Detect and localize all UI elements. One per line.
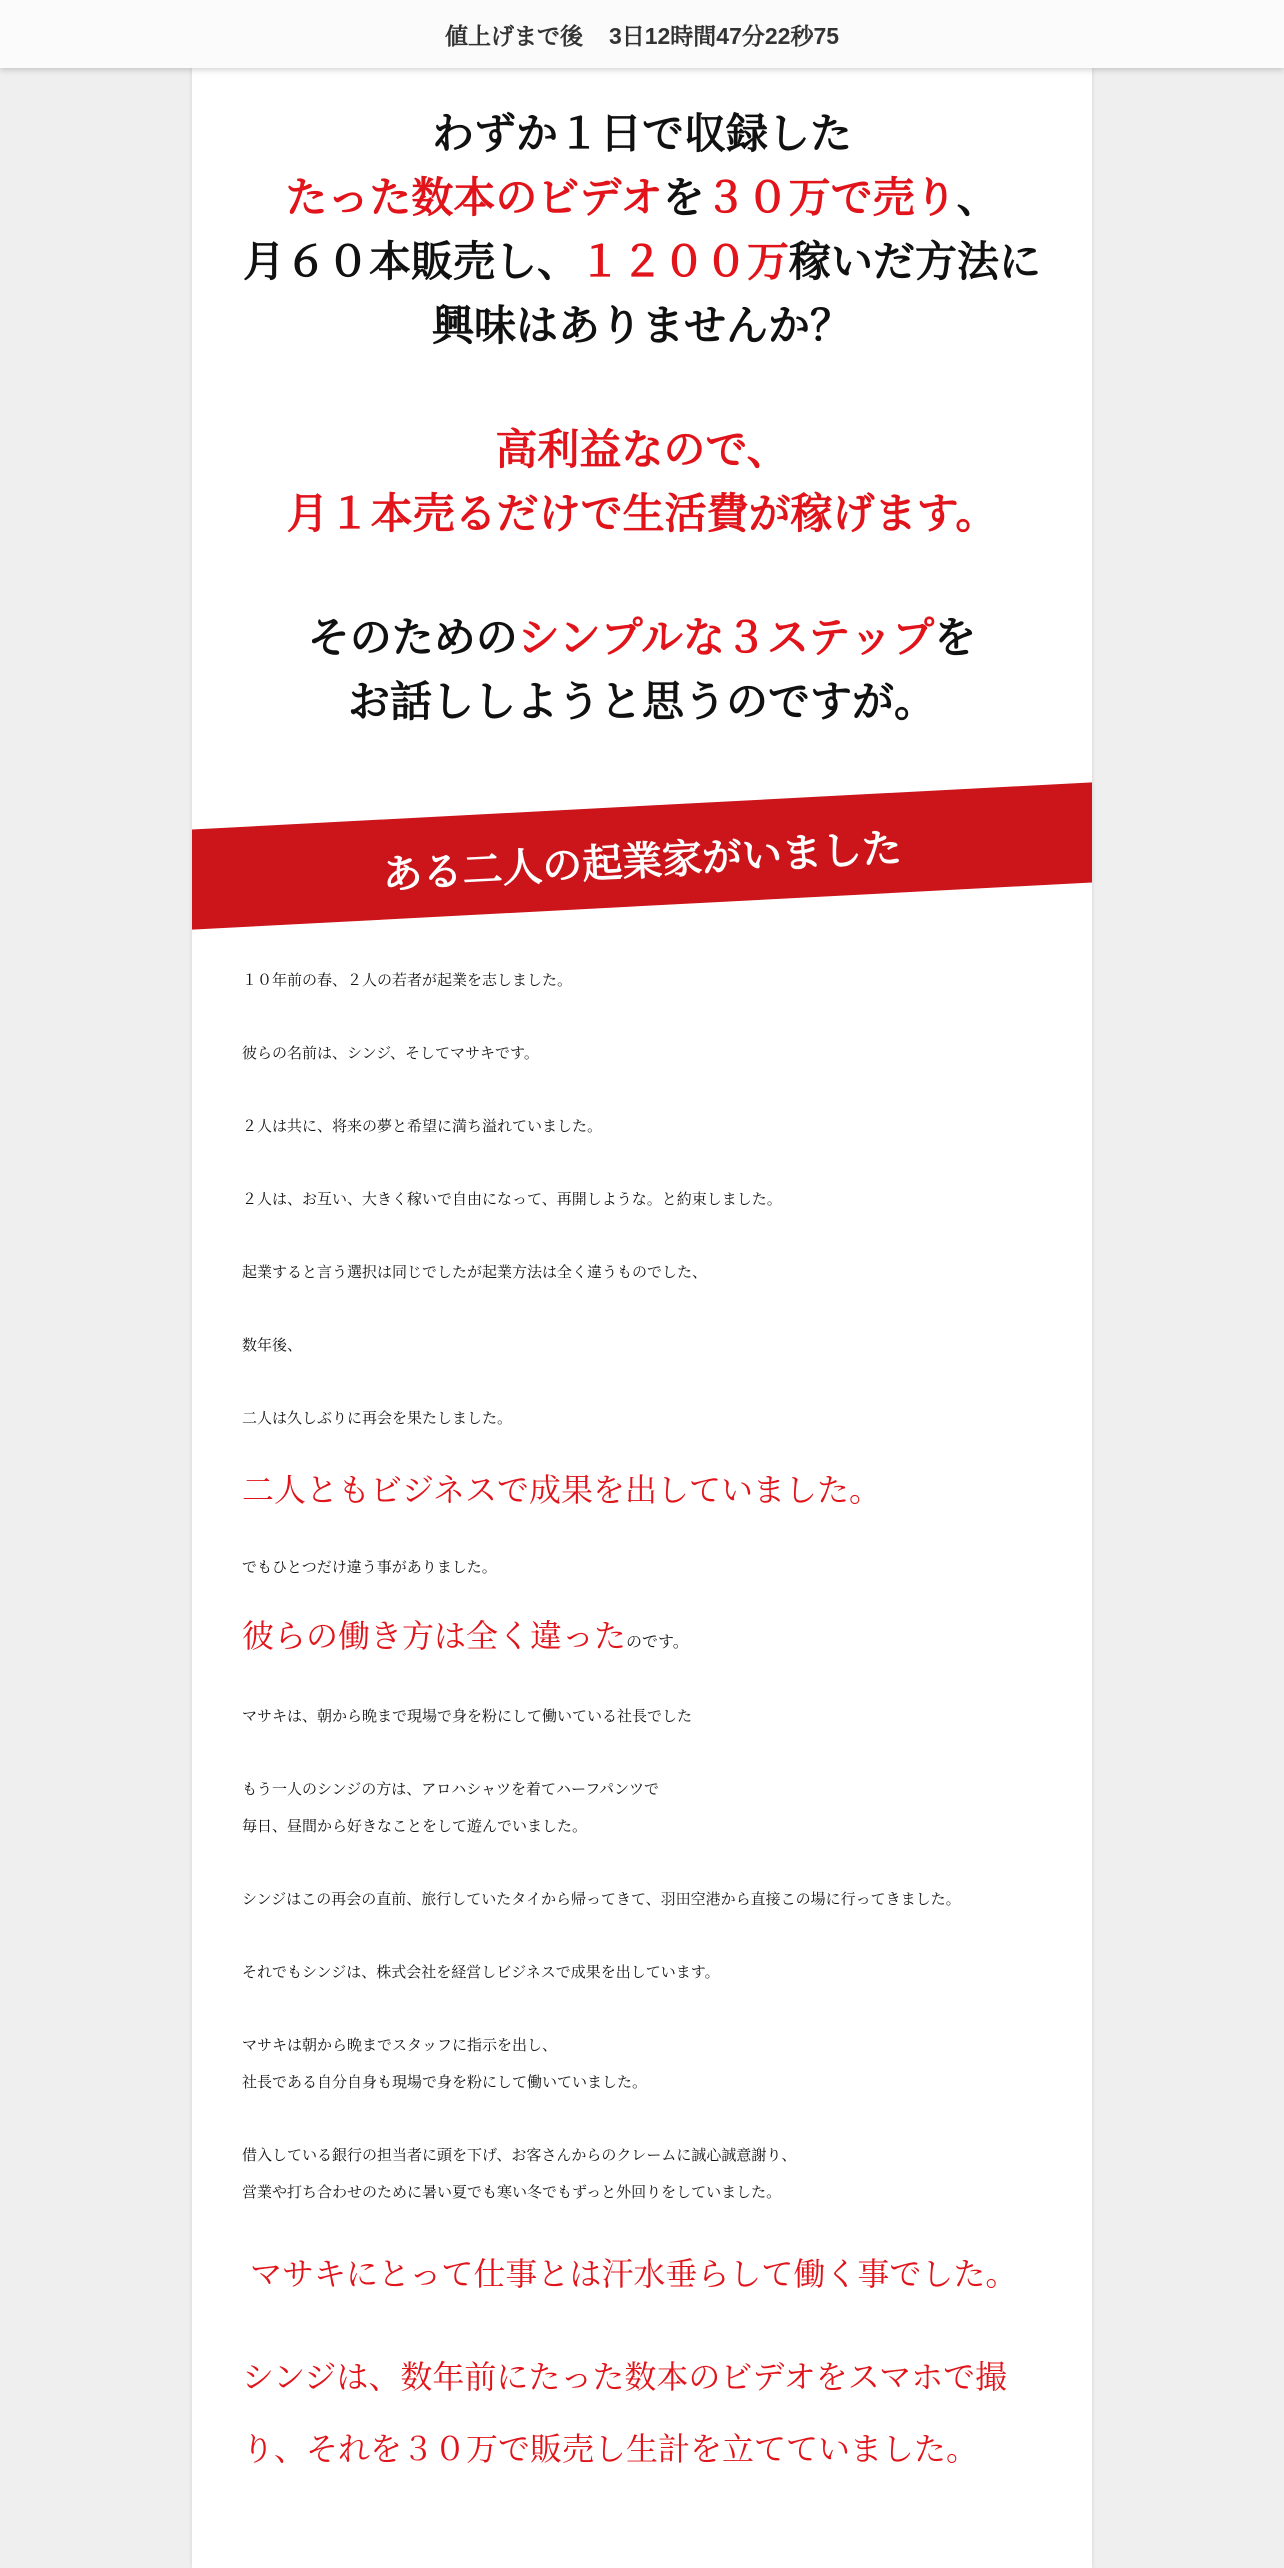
countdown-timer: 3日12時間47分22秒75 <box>608 22 840 49</box>
sales-page <box>192 68 1092 2568</box>
section-banner <box>192 786 1092 926</box>
hero-steps-block <box>192 606 1092 734</box>
story-paragraph: １０年前の春、２人の若者が起業を志しました。 <box>242 971 573 989</box>
story-paragraph: 借入している銀行の担当者に頭を下げ、お客さんからのクレームに誠心誠意謝り、 <box>242 2146 797 2164</box>
story-highlight: シンジは、数年前にたった数本のビデオをスマホで撮 <box>242 2358 1008 2396</box>
story-body <box>192 962 1092 2485</box>
hero-line-3: 月６０本販売し、１２００万稼いだ方法に <box>242 237 1042 286</box>
story-paragraph: 数年後、 <box>242 1336 303 1354</box>
hero-profit-line-1: 高利益なので、 <box>495 425 789 474</box>
story-paragraph: でもひとつだけ違う事がありました。 <box>242 1558 497 1576</box>
hero-line-1: わずか１日で収録した <box>431 109 852 158</box>
hero-profit-line-2: 月１本売るだけで生活費が稼げます。 <box>286 489 998 538</box>
banner-title: ある二人の起業家がいました <box>381 825 904 899</box>
hero-line-2: たった数本のビデオを３０万で売り、 <box>285 173 999 222</box>
story-paragraph: 営業や打ち合わせのために暑い夏でも寒い冬でもずっと外回りをしていました。 <box>242 2183 782 2201</box>
hero-steps-line-1: そのためのシンプルな３ステップを <box>307 613 977 662</box>
hero-line-4: 興味はありませんか？ <box>431 301 852 350</box>
story-highlight: マサキにとって仕事とは汗水垂らして働く事でした。 <box>250 2255 1018 2293</box>
hero-headline <box>192 102 1092 734</box>
story-paragraph: 毎日、昼間から好きなことをして遊んでいました。 <box>242 1817 588 1835</box>
story-highlight: り、それを３０万で販売し生計を立てていました。 <box>242 2430 979 2468</box>
story-paragraph: もう一人のシンジの方は、アロハシャツを着てハーフパンツで <box>242 1780 660 1798</box>
story-paragraph: マサキは朝から晩までスタッフに指示を出し、 <box>242 2036 558 2054</box>
hero-highlight-videos: たった数本のビデオ <box>285 173 663 222</box>
story-paragraph: 彼らの名前は、シンジ、そしてマサキです。 <box>242 1044 539 1062</box>
story-paragraph: 起業すると言う選択は同じでしたが起業方法は全く違うものでした、 <box>242 1263 708 1281</box>
hero-highlight-price: ３０万で売り <box>704 173 957 222</box>
countdown-bar <box>0 0 1284 68</box>
story-paragraph: ２人は共に、将来の夢と希望に満ち溢れていました。 <box>242 1117 603 1135</box>
story-highlight: 彼らの働き方は全く違ったのです。 <box>242 1617 689 1655</box>
countdown-label: 値上げまで後 <box>444 22 583 49</box>
story-paragraph: マサキは、朝から晩まで現場で身を粉にして働いている社長でした <box>242 1707 693 1725</box>
story-paragraph: シンジはこの再会の直前、旅行していたタイから帰ってきて、羽田空港から直接この場に行ってきました。 <box>242 1890 961 1908</box>
hero-steps-line-2: お話ししようと思うのですが。 <box>347 677 936 726</box>
hero-highlight-steps: シンプルな３ステップ <box>517 613 935 662</box>
hero-highlight-revenue: １２００万 <box>578 237 789 286</box>
story-paragraph: 二人は久しぶりに再会を果たしました。 <box>242 1409 513 1427</box>
story-paragraph: それでもシンジは、株式会社を経営しビジネスで成果を出しています。 <box>242 1963 720 1981</box>
hero-profit-block <box>192 418 1092 546</box>
story-paragraph: 社長である自分自身も現場で身を粉にして働いていました。 <box>242 2073 648 2091</box>
story-paragraph: ２人は、お互い、大きく稼いで自由になって、再開しような。と約束しました。 <box>242 1190 782 1208</box>
story-highlight: 二人ともビジネスで成果を出していました。 <box>242 1471 882 1509</box>
